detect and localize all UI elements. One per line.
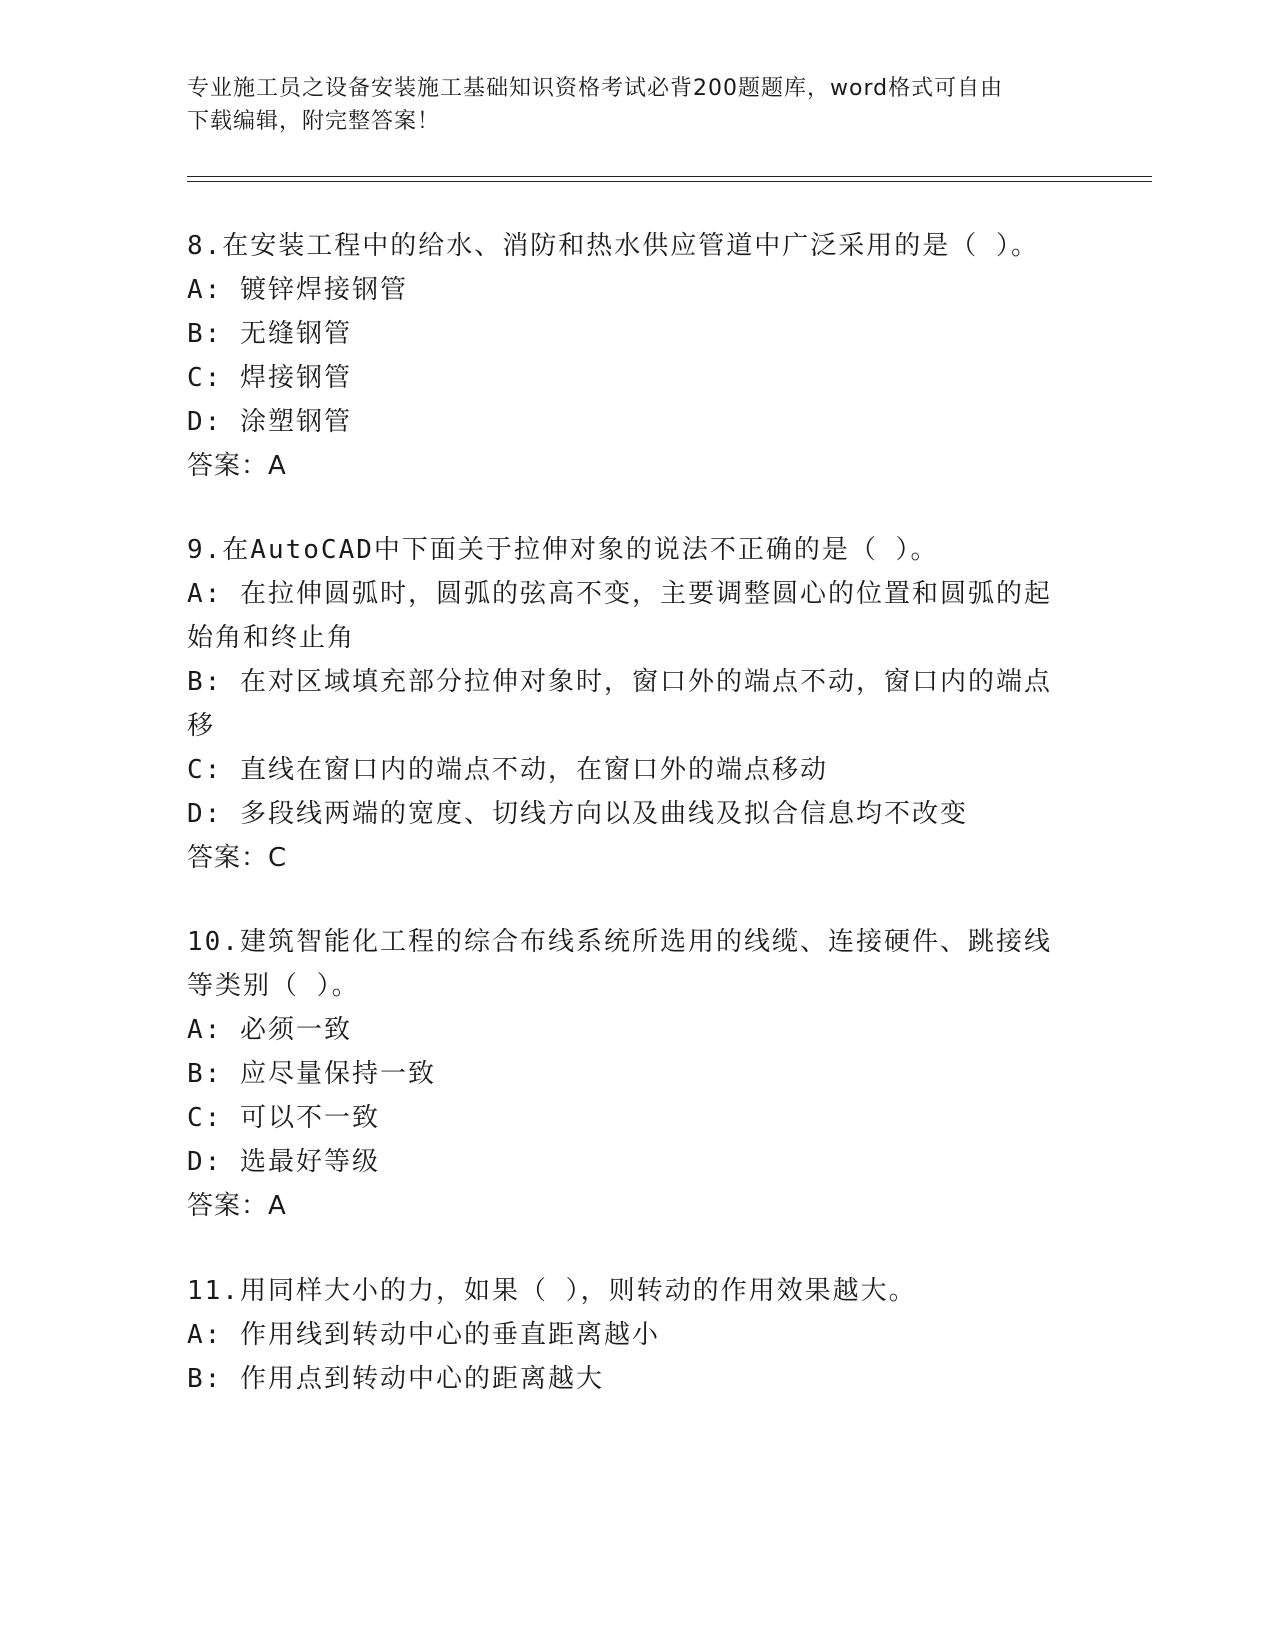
option-b: B: 作用点到转动中心的距离越大 bbox=[187, 1364, 604, 1394]
option-d: D: 涂塑钢管 bbox=[187, 407, 352, 437]
question-stem: 8.在安装工程中的给水、消防和热水供应管道中广泛采用的是（ ）。 bbox=[187, 231, 1039, 261]
question-11 bbox=[187, 1269, 1087, 1401]
question-9 bbox=[187, 528, 1087, 880]
question-stem: 11.用同样大小的力，如果（ ），则转动的作用效果越大。 bbox=[187, 1276, 917, 1306]
question-10 bbox=[187, 920, 1087, 1228]
answer: 答案：A bbox=[187, 1191, 287, 1221]
header-divider-bottom bbox=[187, 181, 1152, 182]
option-a: A: 在拉伸圆弧时，圆弧的弦高不变，主要调整圆心的位置和圆弧的起始角和终止角 bbox=[187, 579, 1052, 653]
answer: 答案：C bbox=[187, 843, 288, 873]
option-b: B: 应尽量保持一致 bbox=[187, 1059, 436, 1089]
question-stem: 10.建筑智能化工程的综合布线系统所选用的线缆、连接硬件、跳接线等类别（ ）。 bbox=[187, 927, 1052, 1001]
option-d: D: 选最好等级 bbox=[187, 1147, 380, 1177]
header-line-1: 专业施工员之设备安装施工基础知识资格考试必背200题题库，word格式可自由 bbox=[187, 76, 1004, 101]
option-c: C: 直线在窗口内的端点不动，在窗口外的端点移动 bbox=[187, 755, 828, 785]
option-b: B: 无缝钢管 bbox=[187, 319, 352, 349]
header-divider-top bbox=[187, 176, 1152, 177]
option-a: A: 必须一致 bbox=[187, 1015, 352, 1045]
option-d: D: 多段线两端的宽度、切线方向以及曲线及拟合信息均不改变 bbox=[187, 799, 968, 829]
question-8 bbox=[187, 224, 1087, 488]
answer: 答案：A bbox=[187, 451, 287, 481]
header-line-2: 下载编辑，附完整答案！ bbox=[187, 109, 441, 134]
option-c: C: 焊接钢管 bbox=[187, 363, 352, 393]
option-a: A: 镀锌焊接钢管 bbox=[187, 275, 408, 305]
option-b: B: 在对区域填充部分拉伸对象时，窗口外的端点不动，窗口内的端点移 bbox=[187, 667, 1052, 741]
option-c: C: 可以不一致 bbox=[187, 1103, 380, 1133]
question-stem: 9.在AutoCAD中下面关于拉伸对象的说法不正确的是（ ）。 bbox=[187, 535, 939, 565]
option-a: A: 作用线到转动中心的垂直距离越小 bbox=[187, 1320, 660, 1350]
document-header bbox=[187, 72, 1067, 138]
